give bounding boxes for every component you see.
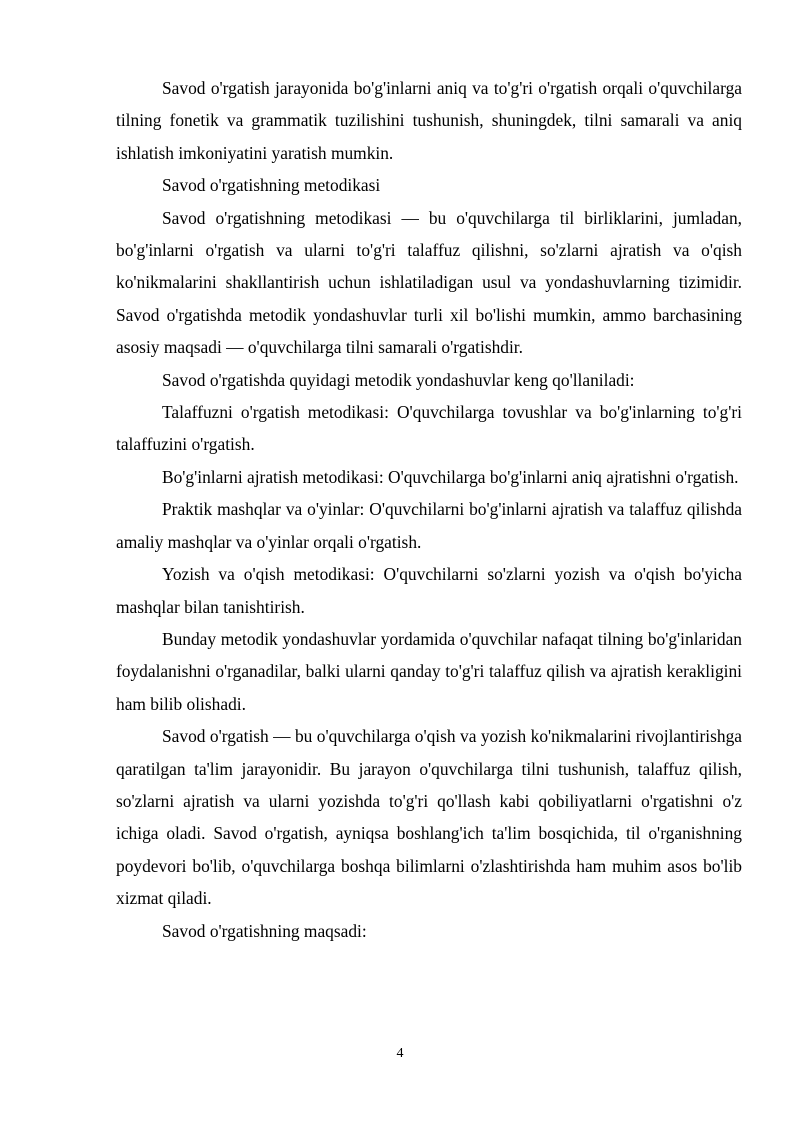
- paragraph-approach-writing-reading: Yozish va o'qish metodikasi: O'quvchilarni so'zlarni yozish va o'qish bo'yicha mashqlar bilan tanishtirish.: [116, 564, 742, 617]
- page-number: 4: [396, 1046, 404, 1061]
- section-heading-metodika: Savod o'rgatishning metodikasi: [162, 175, 381, 196]
- page-body: [116, 72, 742, 947]
- paragraph-approach-practice: Praktik mashqlar va o'yinlar: O'quvchilarni bo'g'inlarni ajratish va talaffuz qilishda amaliy mashqlar va o'yinlar orqali o'rgatish.: [116, 499, 742, 552]
- paragraph-approach-pronunciation: Talaffuzni o'rgatish metodikasi: O'quvchilarga tovushlar va bo'g'inlarning to'g'ri talaffuzini o'rgatish.: [116, 402, 742, 455]
- paragraph-metodika-definition: Savod o'rgatishning metodikasi — bu o'quvchilarga til birliklarini, jumladan, bo'g'inlarni o'rgatish va ularni to'g'ri talaffuz qilishni, so'zlarni ajratish va o'qish ko'nikmalarini shakllantirish uchun ishlatiladigan usul va yondashuvlarning tizimidir. Savod o'rgatishda metodik yondashuvlar turli xil bo'lishi mumkin, ammo barchasining asosiy maqsadi — o'quvchilarga tilni samarali o'rgatishdir.: [116, 207, 742, 358]
- paragraph-approaches-intro: Savod o'rgatishda quyidagi metodik yondashuvlar keng qo'llaniladi:: [162, 369, 635, 390]
- paragraph-approach-syllables: Bo'g'inlarni ajratish metodikasi: O'quvchilarga bo'g'inlarni aniq ajratishni o'rgatish.: [162, 466, 739, 487]
- paragraph-literacy-definition: Savod o'rgatish — bu o'quvchilarga o'qish va yozish ko'nikmalarini rivojlantirishga qaratilgan ta'lim jarayonidir. Bu jarayon o'quvchilarga tilni tushunish, talaffuz qilish, so'zlarni ajratish va ularni yozishda to'g'ri qo'llash kabi qobiliyatlarni o'rgatishni o'z ichiga oladi. Savod o'rgatish, ayniqsa boshlang'ich ta'lim bosqichida, til o'rganishning poydevori bo'lib, o'quvchilarga boshqa bilimlarni o'zlashtirishda ham muhim asos bo'lib xizmat qiladi.: [116, 726, 742, 909]
- paragraph-intro: Savod o'rgatish jarayonida bo'g'inlarni aniq va to'g'ri o'rgatish orqali o'quvchilarga tilning fonetik va grammatik tuzilishini tushunish, shuningdek, tilni samarali va aniq ishlatish imkoniyatini yaratish mumkin.: [116, 78, 742, 163]
- paragraph-approaches-summary: Bunday metodik yondashuvlar yordamida o'quvchilar nafaqat tilning bo'g'inlaridan foydalanishni o'rganadilar, balki ularni qanday to'g'ri talaffuz qilish va ajratish kerakligini ham bilib olishadi.: [116, 628, 742, 714]
- section-heading-goal: Savod o'rgatishning maqsadi:: [162, 920, 367, 941]
